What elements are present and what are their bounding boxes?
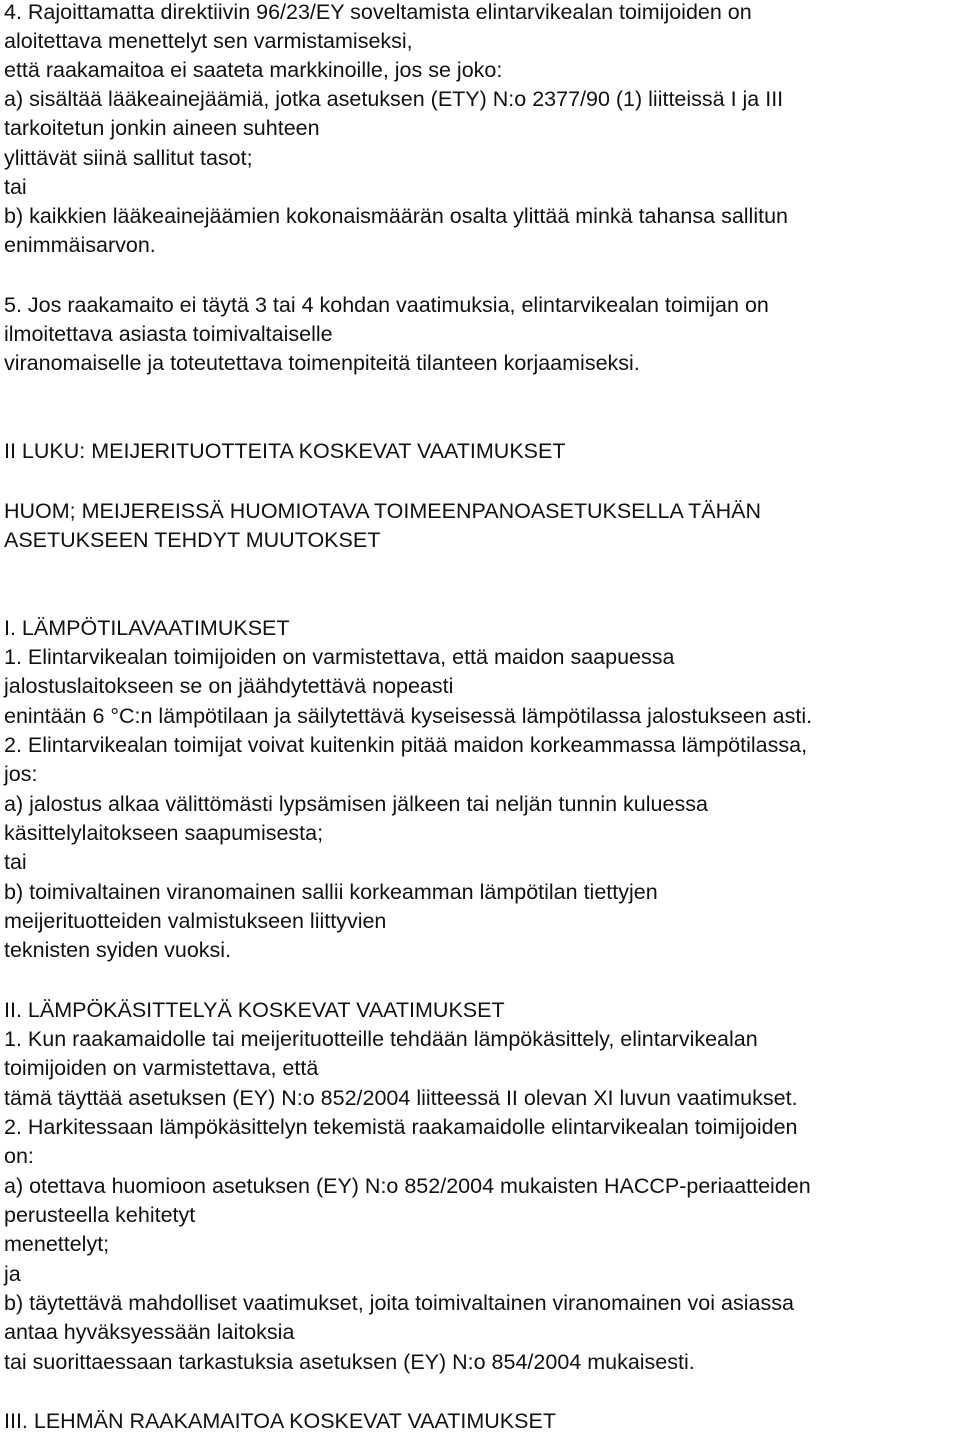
text-line: 2. Elintarvikealan toimijat voivat kuitenkin pitää maidon korkeammassa lämpötilassa,: [4, 733, 808, 757]
text-line: enintään 6 °C:n lämpötilaan ja säilytettävä kyseisessä lämpötilassa jalostukseen asti.: [4, 704, 813, 728]
notice-line: HUOM; MEIJEREISSÄ HUOMIOTAVA TOIMEENPANOASETUKSELLA TÄHÄN: [4, 499, 762, 523]
subsection-heading: I. LÄMPÖTILAVAATIMUKSET: [4, 616, 290, 640]
text-line: ja: [4, 1262, 21, 1286]
text-line: enimmäisarvon.: [4, 233, 156, 257]
text-line: b) täytettävä mahdolliset vaatimukset, joita toimivaltainen viranomainen voi asiassa: [4, 1291, 794, 1315]
text-line: ylittävät siinä sallitut tasot;: [4, 146, 253, 170]
text-line: 5. Jos raakamaito ei täytä 3 tai 4 kohdan vaatimuksia, elintarvikealan toimijan on: [4, 293, 769, 317]
text-line: teknisten syiden vuoksi.: [4, 938, 232, 962]
text-line: 2. Harkitessaan lämpökäsittelyn tekemistä raakamaidolle elintarvikealan toimijoiden: [4, 1115, 798, 1139]
text-line: jalostuslaitokseen se on jäähdytettävä nopeasti: [4, 674, 454, 698]
text-line: tämä täyttää asetuksen (EY) N:o 852/2004 liitteessä II olevan XI luvun vaatimukset.: [4, 1086, 798, 1110]
text-line: a) sisältää lääkeainejäämiä, jotka asetuksen (ETY) N:o 2377/90 (1) liitteissä I ja III: [4, 87, 784, 111]
text-line: toimijoiden on varmistettava, että: [4, 1056, 319, 1080]
text-line: 1. Kun raakamaidolle tai meijerituotteille tehdään lämpökäsittely, elintarvikealan: [4, 1027, 758, 1051]
text-line: tai: [4, 175, 27, 199]
subsection-heading: III. LEHMÄN RAAKAMAITOA KOSKEVAT VAATIMUKSET: [4, 1409, 556, 1433]
text-line: on:: [4, 1144, 34, 1168]
text-line: 1. Elintarvikealan toimijoiden on varmistettava, että maidon saapuessa: [4, 645, 675, 669]
text-line: antaa hyväksyessään laitoksia: [4, 1320, 295, 1344]
subsection-heading: II. LÄMPÖKÄSITTELYÄ KOSKEVAT VAATIMUKSET: [4, 998, 505, 1022]
text-line: meijerituotteiden valmistukseen liittyvien: [4, 909, 387, 933]
notice-line: ASETUKSEEN TEHDYT MUUTOKSET: [4, 528, 381, 552]
text-line: aloitettava menettelyt sen varmistamiseksi,: [4, 29, 413, 53]
text-line: viranomaiselle ja toteutettava toimenpiteitä tilanteen korjaamiseksi.: [4, 351, 640, 375]
text-line: perusteella kehitetyt: [4, 1203, 196, 1227]
text-line: a) otettava huomioon asetuksen (EY) N:o 852/2004 mukaisten HACCP-periaatteiden: [4, 1174, 811, 1198]
text-line: tai: [4, 850, 27, 874]
text-line: b) toimivaltainen viranomainen sallii korkeamman lämpötilan tiettyjen: [4, 880, 658, 904]
text-line: a) jalostus alkaa välittömästi lypsämisen jälkeen tai neljän tunnin kuluessa: [4, 792, 708, 816]
text-line: 4. Rajoittamatta direktiivin 96/23/EY soveltamista elintarvikealan toimijoiden on: [4, 0, 752, 24]
text-line: että raakamaitoa ei saateta markkinoille, jos se joko:: [4, 58, 503, 82]
text-line: b) kaikkien lääkeainejäämien kokonaismäärän osalta ylittää minkä tahansa sallitun: [4, 204, 788, 228]
section-heading: II LUKU: MEIJERITUOTTEITA KOSKEVAT VAATIMUKSET: [4, 439, 566, 463]
text-line: tai suorittaessaan tarkastuksia asetuksen (EY) N:o 854/2004 mukaisesti.: [4, 1350, 695, 1374]
text-line: käsittelylaitokseen saapumisesta;: [4, 821, 324, 845]
text-line: tarkoitetun jonkin aineen suhteen: [4, 116, 320, 140]
text-line: menettelyt;: [4, 1232, 110, 1256]
text-line: jos:: [4, 762, 38, 786]
text-line: ilmoitettava asiasta toimivaltaiselle: [4, 322, 333, 346]
